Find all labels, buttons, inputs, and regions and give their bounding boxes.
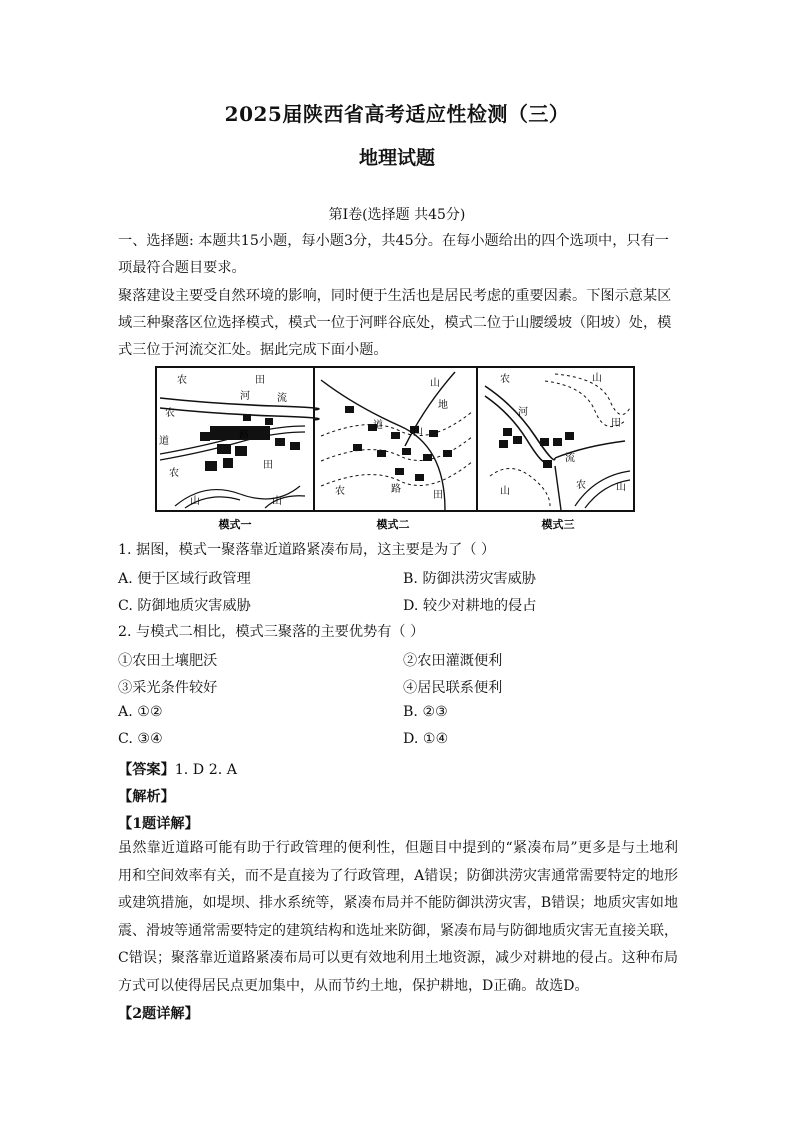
question-1-stem: 1. 据图，模式一聚落靠近道路紧凑布局，这主要是为了（ ） bbox=[118, 542, 496, 558]
svg-text:山: 山 bbox=[272, 496, 282, 507]
instructions: 一、选择题: 本题共15小题，每小题3分，共45分。在每小题给出的四个选项中，只有一项最符合题目要求。 bbox=[118, 233, 669, 276]
svg-text:山: 山 bbox=[500, 486, 510, 497]
q2-item-1: ①农田土壤肥沃 bbox=[118, 653, 218, 669]
q2-item-3: ③采光条件较好 bbox=[118, 680, 218, 696]
q1-option-d: D. 较少对耕地的侵占 bbox=[403, 598, 537, 614]
svg-text:田: 田 bbox=[611, 418, 621, 429]
svg-text:流: 流 bbox=[277, 393, 287, 404]
label-text: 农 bbox=[177, 375, 187, 386]
svg-text:山: 山 bbox=[616, 482, 626, 493]
q1-option-a: A. 便于区域行政管理 bbox=[118, 571, 251, 587]
svg-text:山: 山 bbox=[430, 378, 440, 389]
svg-text:地: 地 bbox=[438, 400, 448, 411]
q2-option-a: A. ①② bbox=[118, 704, 163, 720]
svg-text:路: 路 bbox=[239, 430, 249, 441]
q2-item-4: ④居民联系便利 bbox=[403, 680, 503, 696]
answer-label: 【答案】 bbox=[118, 762, 175, 778]
q1-option-b: B. 防御洪涝灾害威胁 bbox=[403, 571, 536, 587]
svg-text:田: 田 bbox=[263, 460, 273, 471]
svg-text:路: 路 bbox=[391, 484, 401, 495]
question-2-stem: 2. 与模式二相比，模式三聚落的主要优势有（ ） bbox=[118, 624, 425, 640]
svg-text:农: 农 bbox=[335, 486, 345, 497]
detail-1-text: 虽然靠近道路可能有助于行政管理的便利性，但题目中提到的“紧凑布局”更多是与土地利用和空间效率有关，而不是直接为了行政管理，A错误；防御洪涝灾害通常需要特定的地形或建筑措施，如堤坝、排水系统等，紧凑布局并不能防御洪涝灾害，B错误；地质灾害如地震、滑坡等通常需要特定的建筑结构和选址来防御，紧凑布局与防御地质灾害无直接关联，C错误；聚落靠近道路紧凑布局可以更有效地利用土地资源，减少对耕地的侵占。这种布局方式可以使得居民点更加集中，从而节约土地，保护耕地，D正确。故选D。 bbox=[118, 840, 678, 994]
caption-mode-1: 模式一 bbox=[218, 519, 252, 531]
svg-text:农: 农 bbox=[500, 374, 510, 385]
svg-text:道: 道 bbox=[373, 420, 383, 431]
panel-mode-2 bbox=[321, 372, 473, 510]
panel-mode-3 bbox=[485, 371, 630, 510]
svg-text:河: 河 bbox=[240, 391, 250, 402]
caption-mode-2: 模式二 bbox=[376, 519, 410, 531]
q2-option-d: D. ①④ bbox=[403, 731, 449, 747]
svg-text:山: 山 bbox=[413, 426, 423, 437]
q2-option-b: B. ②③ bbox=[403, 704, 448, 720]
svg-text:农: 农 bbox=[169, 468, 179, 479]
detail-1-label: 【1题详解】 bbox=[118, 816, 199, 832]
svg-text:山: 山 bbox=[190, 496, 200, 507]
answer-value: 1. D 2. A bbox=[174, 762, 237, 778]
svg-text:河: 河 bbox=[518, 407, 528, 418]
svg-text:流: 流 bbox=[565, 453, 575, 464]
analysis-label: 【解析】 bbox=[118, 789, 175, 805]
svg-text:道: 道 bbox=[159, 436, 169, 447]
q2-item-2: ②农田灌溉便利 bbox=[403, 653, 503, 669]
svg-text:山: 山 bbox=[592, 373, 602, 384]
detail-2-label: 【2题详解】 bbox=[118, 1006, 199, 1022]
question-stem: 聚落建设主要受自然环境的影响，同时便于生活也是居民考虑的重要因素。下图示意某区域三种聚落区位选择模式，模式一位于河畔谷底处，模式二位于山腰缓坡（阳坡）处，模式三位于河流交汇处。据此完成下面小题。 bbox=[118, 288, 672, 358]
q2-option-c: C. ③④ bbox=[118, 731, 163, 747]
page-title: 2025届陕西省高考适应性检测（三） bbox=[224, 102, 570, 126]
svg-text:田: 田 bbox=[255, 375, 265, 386]
svg-text:农: 农 bbox=[165, 408, 175, 419]
panel-mode-1 bbox=[159, 373, 319, 508]
settlement-patterns-figure bbox=[155, 366, 635, 532]
answer-line bbox=[118, 759, 237, 779]
svg-text:农: 农 bbox=[576, 480, 586, 491]
section-heading: 第I卷(选择题 共45分) bbox=[328, 207, 466, 223]
page-subtitle: 地理试题 bbox=[358, 147, 435, 169]
svg-text:田: 田 bbox=[433, 490, 443, 501]
caption-mode-3: 模式三 bbox=[541, 519, 575, 531]
q1-option-c: C. 防御地质灾害威胁 bbox=[118, 598, 251, 614]
